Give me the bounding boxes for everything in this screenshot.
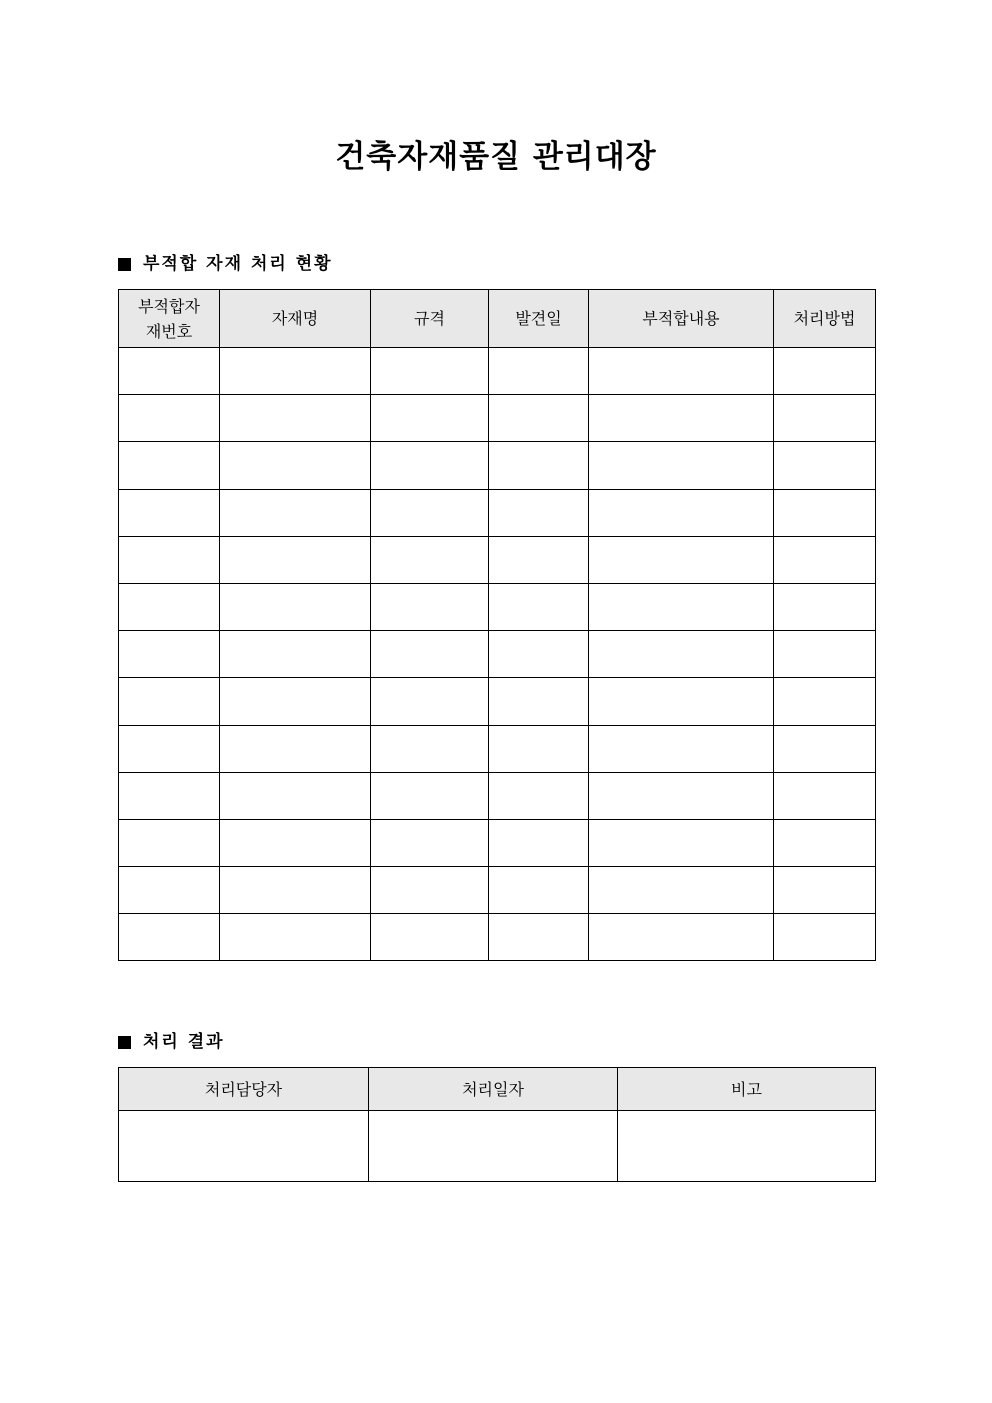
table-row [119, 442, 876, 489]
column-header-nonconformity: 부적합내용 [589, 290, 774, 348]
table-row [119, 867, 876, 914]
table-cell[interactable] [119, 536, 220, 583]
table-cell[interactable] [220, 631, 371, 678]
table-cell[interactable] [220, 867, 371, 914]
table-cell[interactable] [119, 914, 220, 961]
table-cell[interactable] [119, 772, 220, 819]
table-cell[interactable] [774, 867, 876, 914]
table-cell[interactable] [774, 442, 876, 489]
table-cell[interactable] [119, 725, 220, 772]
table-cell[interactable] [119, 395, 220, 442]
table-cell[interactable] [220, 395, 371, 442]
table-cell[interactable] [489, 867, 589, 914]
column-header-treatment: 처리방법 [774, 290, 876, 348]
table-cell[interactable] [774, 772, 876, 819]
table-cell[interactable] [589, 819, 774, 866]
treatment-result-table [118, 1067, 876, 1182]
table-cell[interactable] [774, 725, 876, 772]
table-cell[interactable] [371, 583, 489, 630]
table-header-row [119, 290, 876, 348]
table-cell[interactable] [371, 442, 489, 489]
table-cell[interactable] [589, 867, 774, 914]
table-cell[interactable] [489, 442, 589, 489]
table-cell[interactable] [589, 395, 774, 442]
table-cell[interactable] [119, 583, 220, 630]
page-title: 건축자재품질 관리대장 [335, 139, 657, 175]
table-row [119, 914, 876, 961]
table-cell[interactable] [371, 772, 489, 819]
column-header-material-name: 자재명 [220, 290, 371, 348]
table-row [119, 772, 876, 819]
table-cell[interactable] [119, 489, 220, 536]
table-header-row [119, 1068, 876, 1111]
column-header-found-date: 발견일 [489, 290, 589, 348]
table-cell[interactable] [774, 678, 876, 725]
square-bullet-icon [118, 1036, 131, 1049]
table-cell[interactable] [774, 631, 876, 678]
table-cell[interactable] [220, 583, 371, 630]
table-cell[interactable] [589, 678, 774, 725]
table-cell[interactable] [369, 1111, 618, 1182]
table-cell[interactable] [220, 489, 371, 536]
table-cell[interactable] [119, 1111, 369, 1182]
column-header-handler: 처리담당자 [119, 1068, 369, 1111]
table-cell[interactable] [119, 819, 220, 866]
table-row [119, 678, 876, 725]
table-cell[interactable] [371, 678, 489, 725]
table-cell[interactable] [774, 914, 876, 961]
table-row [119, 489, 876, 536]
table-cell[interactable] [774, 395, 876, 442]
table-cell[interactable] [489, 914, 589, 961]
table-row [119, 1111, 876, 1182]
table-cell[interactable] [489, 819, 589, 866]
table-cell[interactable] [774, 819, 876, 866]
table-cell[interactable] [119, 631, 220, 678]
section-heading-label: 처리 결과 [143, 1032, 225, 1052]
column-header-remarks: 비고 [618, 1068, 876, 1111]
table-cell[interactable] [489, 583, 589, 630]
table-cell[interactable] [119, 442, 220, 489]
table-row [119, 583, 876, 630]
table-cell[interactable] [589, 442, 774, 489]
table-cell[interactable] [371, 395, 489, 442]
table-cell[interactable] [774, 489, 876, 536]
table-cell[interactable] [371, 489, 489, 536]
column-header-label: 부적합자 재번호 [138, 296, 200, 341]
table-cell[interactable] [489, 536, 589, 583]
table-cell[interactable] [489, 348, 589, 395]
table-cell[interactable] [119, 678, 220, 725]
table-cell[interactable] [220, 819, 371, 866]
table-cell[interactable] [774, 583, 876, 630]
table-cell[interactable] [618, 1111, 876, 1182]
table-cell[interactable] [489, 772, 589, 819]
table-cell[interactable] [489, 725, 589, 772]
section-heading-result [118, 1030, 225, 1054]
table-cell[interactable] [589, 914, 774, 961]
table-cell[interactable] [589, 631, 774, 678]
table-row [119, 536, 876, 583]
table-cell[interactable] [371, 536, 489, 583]
table-cell[interactable] [371, 914, 489, 961]
column-header-treatment-date: 처리일자 [369, 1068, 618, 1111]
table-cell[interactable] [489, 631, 589, 678]
table-cell[interactable] [220, 678, 371, 725]
table-cell[interactable] [589, 725, 774, 772]
table-cell[interactable] [371, 348, 489, 395]
table-cell[interactable] [220, 914, 371, 961]
table-cell[interactable] [220, 536, 371, 583]
table-cell[interactable] [371, 819, 489, 866]
section-heading-label: 부적합 자재 처리 현황 [143, 254, 333, 274]
table-cell[interactable] [589, 489, 774, 536]
table-cell[interactable] [489, 489, 589, 536]
table-cell[interactable] [371, 867, 489, 914]
table-row [119, 725, 876, 772]
table-cell[interactable] [589, 772, 774, 819]
table-cell[interactable] [589, 583, 774, 630]
table-cell[interactable] [774, 348, 876, 395]
table-cell[interactable] [589, 348, 774, 395]
square-bullet-icon [118, 258, 131, 271]
column-header-spec: 규격 [371, 290, 489, 348]
table-cell[interactable] [371, 725, 489, 772]
table-cell[interactable] [489, 678, 589, 725]
nonconforming-materials-table [118, 289, 876, 961]
table-cell[interactable] [774, 536, 876, 583]
table-row [119, 395, 876, 442]
table-cell[interactable] [119, 348, 220, 395]
column-header-material-number [119, 290, 220, 348]
section-heading-nonconforming [118, 252, 333, 276]
table-row [119, 631, 876, 678]
table-row [119, 348, 876, 395]
table-cell[interactable] [220, 348, 371, 395]
table-cell[interactable] [589, 536, 774, 583]
table-cell[interactable] [489, 395, 589, 442]
table-cell[interactable] [220, 725, 371, 772]
table-cell[interactable] [119, 867, 220, 914]
table-cell[interactable] [220, 442, 371, 489]
table-cell[interactable] [220, 772, 371, 819]
table-cell[interactable] [371, 631, 489, 678]
table-row [119, 819, 876, 866]
